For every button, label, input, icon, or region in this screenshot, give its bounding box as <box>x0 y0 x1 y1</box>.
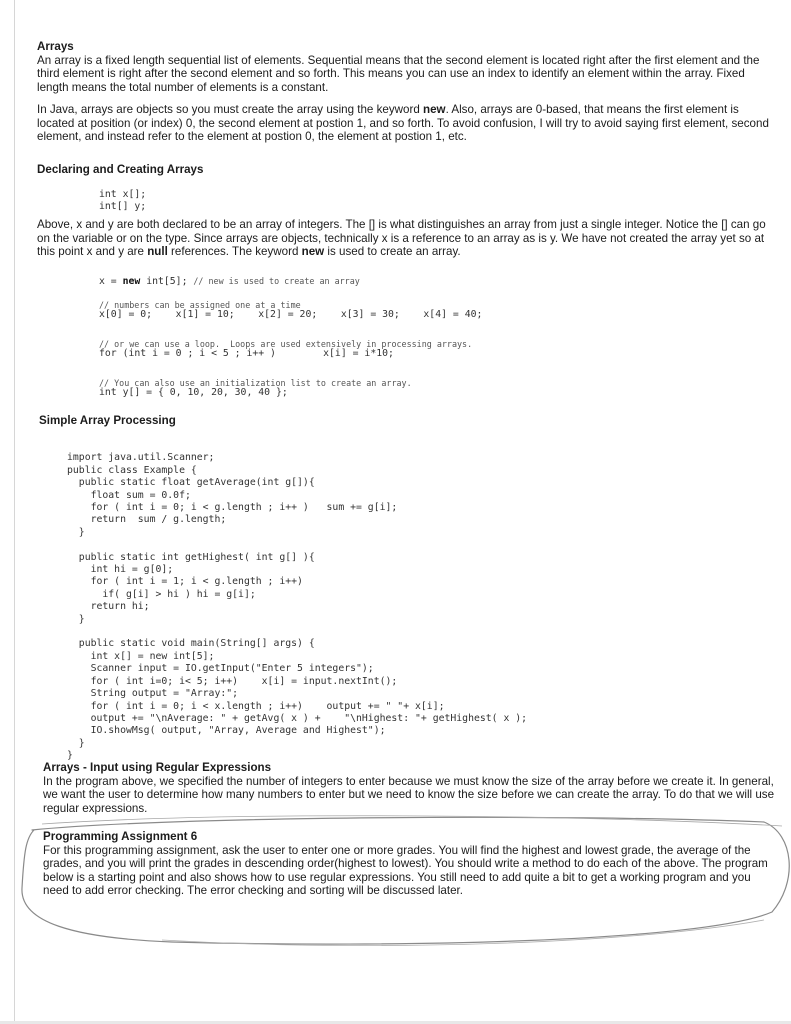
code-line: public class Example { <box>67 464 197 476</box>
regex-heading: Arrays - Input using Regular Expressions <box>43 761 272 774</box>
code-line: int[] y; <box>99 201 147 213</box>
arrays-heading: Arrays <box>37 40 74 53</box>
init-list-line: int y[] = { 0, 10, 20, 30, 40 }; <box>99 387 288 398</box>
code-line: if( g[i] > hi ) hi = g[i]; <box>67 588 256 600</box>
assign-line: x[0] = 0; x[1] = 10; x[2] = 20; x[3] = 30; x[4] = 40; <box>99 309 483 320</box>
regex-paragraph: In the program above, we specified the number of integers to enter because we must know the size of the array before we create it. In general, we want the user to determine how many numbers to enter but we need to know the size before we can create the array. To do that we will use regular expressions. <box>43 774 775 815</box>
keyword-new: new <box>122 276 141 287</box>
arrays-section <box>37 40 777 94</box>
assignment-paragraph: For this programming assignment, ask the user to enter one or more grades. You will find the highest and lowest grade, the average of the grades, and you will print the grades in descending order(highest to lowest). You should write a method to do each of the above. The program below is a starting point and also shows how to use regular expressions. You still need to add quite a bit to get a working program and you need to add error checking. The error checking and sorting will be discussed later. <box>43 843 768 898</box>
arrays-paragraph-2 <box>37 103 777 144</box>
code-line: } <box>67 613 85 625</box>
code-line: String output = "Array:"; <box>67 688 239 700</box>
code-text: int[5]; <box>140 276 194 287</box>
code-comment: // new is used to create an array <box>193 276 360 286</box>
declaring-heading: Declaring and Creating Arrays <box>37 163 204 176</box>
declaring-text-b: references. The keyword <box>167 245 302 259</box>
code-line <box>67 539 527 551</box>
arrays-paragraph-1: An array is a fixed length sequential list of elements. Sequential means that the second element is located right after the first element and the third element is right after the second element and so forth. This means you can use an index to identify an element within the array. Fixed length means the total number of elements is a constant. <box>37 53 760 94</box>
code-line: Scanner input = IO.getInput("Enter 5 integers"); <box>67 663 374 675</box>
code-line: for ( int i = 0; i < g.length ; i++ ) sum += g[i]; <box>67 502 398 514</box>
code-comment: // numbers can be assigned one at a time <box>99 300 301 310</box>
code-comment: // or we can use a loop. Loops are used extensively in processing arrays. <box>99 339 473 349</box>
declaration-code <box>99 189 146 214</box>
loop-line: for (int i = 0 ; i < 5 ; i++ ) x[i] = i*10; <box>99 348 394 359</box>
declaring-text-a: Above, x and y are both declared to be an array of integers. The [] is what distinguishes an array from just a single integer. Notice the [] can go on the variable or on the type. Since arrays are objects, technically x is a reference to an array as is y. We have not created the array yet so at this point x and y are <box>37 218 766 259</box>
code-line: for ( int i = 0; i < x.length ; i++) output += " "+ x[i]; <box>67 700 445 712</box>
keyword-null: null <box>147 245 168 259</box>
example-program <box>67 440 527 775</box>
create-array-line <box>99 275 360 288</box>
assignment-section <box>43 830 777 898</box>
code-line: public static float getAverage(int g[]){ <box>67 477 315 489</box>
code-text: x = <box>99 276 123 287</box>
code-line: public static void main(String[] args) { <box>67 638 315 650</box>
keyword-new: new <box>301 245 325 259</box>
code-line: public static int getHighest( int g[] ){ <box>67 551 315 563</box>
page-edge <box>14 0 15 1024</box>
declaring-paragraph <box>37 218 777 259</box>
keyword-new: new <box>423 103 446 116</box>
simple-heading: Simple Array Processing <box>39 414 176 427</box>
regex-section <box>43 761 779 815</box>
code-line: int hi = g[0]; <box>67 564 174 576</box>
code-line: IO.showMsg( output, "Array, Average and Highest"); <box>67 725 386 737</box>
arrays-p2-text-a: In Java, arrays are objects so you must create the array using the keyword <box>37 103 423 116</box>
code-line: return hi; <box>67 601 150 613</box>
code-line: } <box>67 737 85 749</box>
code-line: int x[] = new int[5]; <box>67 650 215 662</box>
code-comment: // You can also use an initialization list to create an array. <box>99 378 412 388</box>
code-line: import java.util.Scanner; <box>67 452 215 464</box>
code-line: } <box>67 526 85 538</box>
code-line: int x[]; <box>99 189 147 200</box>
code-line: for ( int i = 1; i < g.length ; i++) <box>67 576 303 588</box>
code-line: output += "\nAverage: " + getAvg( x ) + "\nHighest: "+ getHighest( x ); <box>67 712 528 724</box>
code-line: for ( int i=0; i< 5; i++) x[i] = input.nextInt(); <box>67 675 398 687</box>
code-line: float sum = 0.0f; <box>67 489 191 501</box>
code-line <box>67 626 527 638</box>
code-line: return sum / g.length; <box>67 514 227 526</box>
assignment-heading: Programming Assignment 6 <box>43 830 198 843</box>
code-line: } <box>67 750 73 762</box>
declaring-text-c: is used to create an array. <box>324 245 461 259</box>
arrays-p2-text-b: . Also, arrays are 0-based, that means the first element is located at position (or index) 0, the second element at postion 1, and so forth. To avoid confusion, I will try to avoid saying first element, second element, and instead refer to the element at postion 0, the element at postion 1, etc. <box>37 103 769 144</box>
